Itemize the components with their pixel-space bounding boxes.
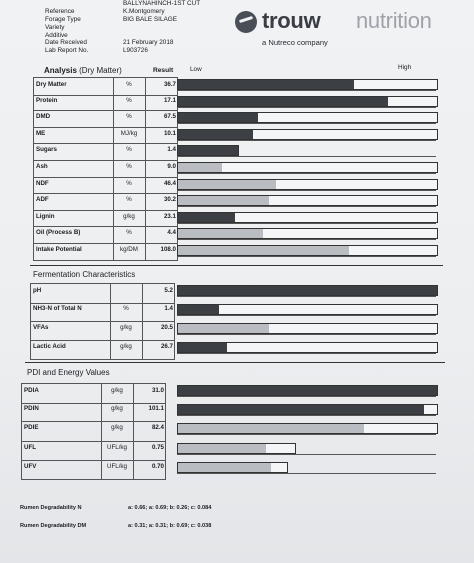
table-row-nh3-n-of-total-n: [30, 302, 175, 322]
row-label: ME: [36, 129, 46, 137]
brand-logo: [232, 7, 462, 47]
result-bar-track: [177, 210, 436, 227]
report-header: [45, 0, 200, 55]
row-label: Protein: [36, 96, 58, 104]
row-label: ADF: [36, 196, 49, 204]
result-bar-frame: [177, 179, 438, 190]
degradability-dm-label: Rumen Degradability DM: [20, 523, 87, 529]
result-bar-frame: [177, 162, 438, 173]
row-unit: MJ/kg: [120, 129, 138, 137]
row-label: DMD: [36, 113, 51, 121]
result-bar-track: [177, 302, 436, 321]
result-column-header: Result: [153, 67, 174, 74]
result-bar: [178, 444, 266, 453]
result-bar-track: [177, 193, 436, 210]
row-unit: UFL/kg: [107, 443, 127, 451]
brand-name-bold: trouw: [262, 8, 321, 33]
row-label: NH3-N of Total N: [33, 305, 82, 312]
row-unit: %: [123, 305, 129, 312]
table-row-ufv: [21, 460, 166, 480]
table-row-me: [33, 127, 178, 145]
result-bar-frame: [177, 304, 438, 315]
result-bar-frame: [177, 129, 438, 140]
row-result: 20.5: [160, 324, 173, 331]
result-bar: [178, 213, 235, 222]
result-bar: [178, 196, 269, 205]
row-label: PDIA: [24, 387, 39, 394]
result-bar-frame: [177, 404, 438, 415]
row-unit: %: [126, 196, 132, 204]
result-bar: [178, 286, 437, 295]
row-unit: g/kg: [123, 212, 135, 220]
row-label: Intake Potential: [36, 246, 82, 253]
row-label: PDIN: [24, 405, 39, 413]
farm-name: BALLYNAHINCH-1ST CUT: [123, 0, 201, 7]
result-bar-frame: [177, 385, 438, 396]
row-unit: %: [126, 146, 132, 154]
row-unit: %: [126, 81, 132, 88]
table-row-pdin: [21, 402, 166, 422]
result-bar-track: [177, 243, 436, 260]
row-unit: %: [126, 96, 132, 104]
header-row-reference: Reference K.Montgomery: [45, 7, 165, 15]
row-unit: g/kg: [111, 405, 123, 413]
row-unit: g/kg: [111, 424, 123, 432]
result-bar: [178, 343, 227, 352]
result-bar-track: [177, 127, 436, 144]
header-row-additive: Additive: [45, 31, 68, 39]
table-row-intake-potential: [33, 243, 178, 261]
row-unit: g/kg: [120, 324, 132, 331]
result-bar-track: [177, 421, 436, 440]
row-label: Lactic Acid: [33, 343, 66, 350]
row-label: Dry Matter: [36, 81, 67, 88]
row-result: 46.4: [163, 179, 176, 187]
header-row-date-received: Date Received 21 February 2018: [45, 39, 174, 47]
result-bar-track: [177, 283, 436, 302]
table-row-sugars: [33, 143, 178, 161]
result-bar-frame: [177, 285, 438, 296]
row-label: pH: [33, 287, 42, 294]
row-result: 108.0: [160, 246, 176, 253]
result-bar: [178, 305, 219, 314]
row-label: PDIE: [24, 424, 39, 432]
table-row-pdia: [21, 383, 166, 404]
result-bar-frame: [177, 195, 438, 206]
row-label: UFL: [24, 443, 37, 451]
row-result: 9.0: [167, 163, 176, 170]
result-bar: [178, 463, 271, 472]
row-result: 82.4: [151, 424, 164, 432]
result-bar-frame: [177, 96, 438, 107]
table-row-lactic-acid: [30, 340, 175, 360]
degradability-n-value: a: 0.66; a: 0.69; b: 0.26; c: 0.084: [128, 505, 212, 511]
result-bar-frame: [177, 443, 296, 454]
result-bar-track: [177, 441, 436, 460]
result-bar-track: [177, 321, 436, 340]
row-label: Oil (Process B): [36, 229, 81, 237]
row-result: 1.4: [167, 146, 176, 154]
result-bar: [178, 146, 238, 155]
rumen-degradability-n: [20, 505, 212, 511]
result-bar: [178, 80, 354, 89]
table-row-ufl: [21, 441, 166, 461]
result-bar-track: [177, 402, 436, 421]
row-result: 5.2: [164, 287, 173, 294]
row-result: 0.75: [151, 443, 164, 451]
header-row-forage-type: Forage Type BIG BALE SILAGE: [45, 15, 177, 23]
table-row-ndf: [33, 177, 178, 195]
row-unit: g/kg: [120, 343, 132, 350]
result-bar-frame: [177, 323, 438, 334]
row-result: 10.1: [163, 129, 176, 137]
row-result: 17.1: [163, 96, 176, 104]
row-result: 26.7: [160, 343, 173, 350]
header-row-lab-report: Lab Report No. L903726: [45, 47, 148, 55]
table-row-protein: [33, 94, 178, 112]
result-bar-track: [177, 460, 436, 479]
result-bar: [178, 424, 364, 433]
result-bar: [178, 97, 388, 106]
row-label: NDF: [36, 179, 49, 187]
row-label: Ash: [36, 163, 48, 170]
analysis-title: Analysis (Dry Matter): [44, 66, 122, 75]
row-result: 0.70: [151, 462, 164, 470]
result-bar-frame: [177, 145, 239, 156]
result-bar: [178, 229, 263, 238]
result-bar-frame: [177, 212, 438, 223]
row-label: Sugars: [36, 146, 57, 154]
brand-mark-icon: [235, 11, 257, 33]
result-bar-track: [177, 77, 436, 94]
row-unit: g/kg: [111, 387, 123, 394]
table-row-ash: [33, 160, 178, 178]
result-bar-frame: [177, 112, 438, 123]
result-bar-track: [177, 177, 436, 194]
result-bar: [178, 246, 349, 255]
table-row-adf: [33, 193, 178, 211]
result-bar: [178, 324, 269, 333]
result-bar-frame: [177, 342, 438, 353]
row-result: 36.7: [163, 81, 176, 88]
result-bar-frame: [177, 423, 438, 434]
row-unit: kg/DM: [120, 246, 138, 253]
result-bar: [178, 113, 258, 122]
row-result: 30.2: [163, 196, 176, 204]
row-unit: %: [126, 113, 132, 121]
result-bar-frame: [177, 462, 288, 473]
rumen-degradability-dm: [20, 523, 212, 529]
result-bar-frame: [177, 228, 438, 239]
row-label: Lignin: [36, 212, 55, 220]
result-bar: [178, 405, 424, 414]
brand-tagline: a Nutreco company: [262, 38, 328, 47]
result-bar-track: [177, 340, 436, 359]
row-unit: %: [126, 163, 132, 170]
fermentation-title: Fermentation Characteristics: [33, 270, 136, 279]
row-label: UFV: [24, 462, 37, 470]
result-bar: [178, 180, 276, 189]
row-result: 1.4: [164, 305, 173, 312]
table-row-dmd: [33, 110, 178, 128]
brand-name-light: nutrition: [356, 8, 432, 33]
divider: [30, 265, 443, 266]
row-result: 23.1: [163, 212, 176, 220]
pdi-title: PDI and Energy Values: [27, 368, 110, 377]
row-label: VFAs: [33, 324, 49, 331]
low-label: Low: [190, 66, 202, 73]
result-bar-track: [177, 110, 436, 127]
degradability-dm-value: a: 0.31; a: 0.31; b: 0.69; c: 0.038: [128, 523, 212, 529]
divider: [25, 362, 445, 363]
result-bar: [178, 130, 253, 139]
row-unit: UFL/kg: [107, 462, 127, 470]
table-row-lignin: [33, 210, 178, 228]
result-bar-frame: [177, 245, 438, 256]
row-result: 4.4: [167, 229, 176, 237]
high-label: High: [398, 64, 412, 71]
result-bar-track: [177, 226, 436, 243]
table-row-ph: [30, 283, 175, 304]
row-unit: %: [126, 179, 132, 187]
result-bar-track: [177, 94, 436, 111]
result-bar-frame: [177, 79, 438, 90]
result-bar-track: [177, 383, 436, 402]
table-row-pdie: [21, 421, 166, 441]
row-result: 101.1: [148, 405, 164, 413]
result-bar-track: [177, 143, 436, 160]
result-bar-track: [177, 160, 436, 177]
row-result: 31.0: [151, 387, 164, 394]
degradability-n-label: Rumen Degradability N: [20, 505, 82, 511]
row-unit: %: [126, 229, 132, 237]
table-row-vfas: [30, 321, 175, 341]
table-row-oil-process-b-: [33, 226, 178, 244]
result-bar: [178, 163, 222, 172]
result-bar: [178, 386, 437, 395]
row-result: 67.5: [163, 113, 176, 121]
header-row-variety: Variety: [45, 23, 65, 31]
